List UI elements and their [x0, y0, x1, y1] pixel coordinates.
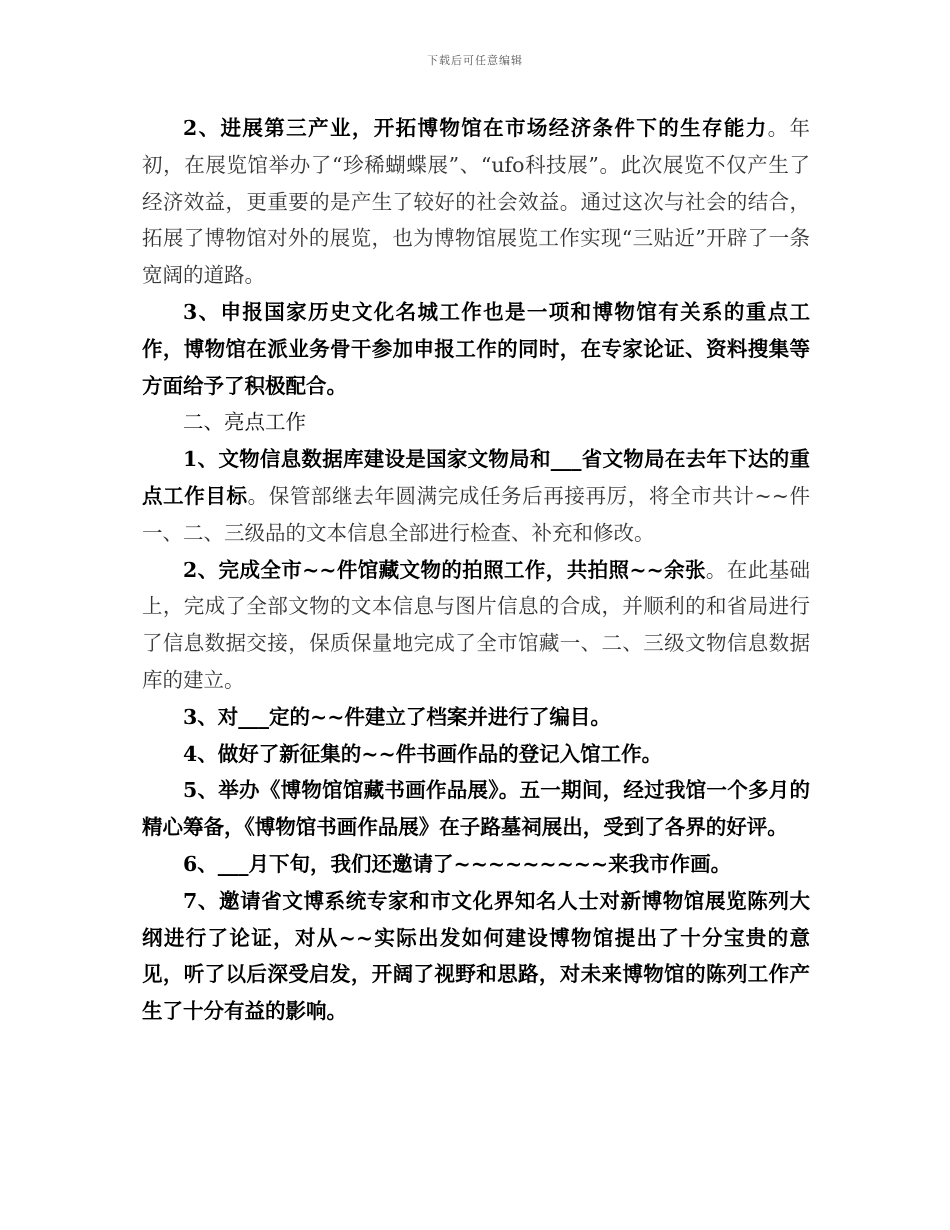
list-item — [142, 736, 810, 773]
list-item — [142, 441, 810, 551]
list-item — [142, 552, 810, 699]
paragraph-bold-text: 3、申报国家历史文化名城工作也是一项和博物馆有关系的重点工作，博物馆在派业务骨干参加申报工作的同时，在专家论证、资料搜集等方面给予了积极配合。 — [142, 299, 810, 398]
list-item — [142, 699, 810, 736]
list-item — [142, 772, 810, 846]
item-bold-text: 6、___月下旬，我们还邀请了~~~~~~~~~来我市作画。 — [183, 851, 732, 876]
paragraph — [142, 110, 810, 294]
paragraph-text: 。年初，在展览馆举办了“珍稀蝴蝶展”、“ufo科技展”。此次展览不仅产生了经济效益，更重要的是产生了较好的社会效益。通过这次与社会的结合，拓展了博物馆对外的展览，也为博物馆展览工作实现“三贴近”开辟了一条宽阔的道路。 — [142, 116, 811, 288]
document-body — [142, 110, 810, 1030]
section-heading: 二、亮点工作 — [183, 410, 306, 435]
page-header: 下载后可任意编辑 — [427, 54, 523, 67]
item-bold-text: 1、文物信息数据库建设是国家文物局和___省文物局在去年下达的重点工作目标 — [142, 447, 810, 508]
item-bold-text: 5、举办《博物馆馆藏书画作品展》。五一期间，经过我馆一个多月的精心筹备，《博物馆书画作品展》在子路墓祠展出，受到了各界的好评。 — [142, 778, 810, 840]
item-bold-text: 4、做好了新征集的~~件书画作品的登记入馆工作。 — [183, 741, 663, 766]
item-text: 。保管部继去年圆满完成任务后再接再厉，将全市共计~~件一、二、三级品的文本信息全部进行检查、补充和修改。 — [142, 483, 810, 545]
paragraph-bold-text: 2、进展第三产业，开拓博物馆在市场经济条件下的生存能力 — [183, 116, 768, 140]
list-item — [142, 883, 810, 1030]
item-bold-text: 7、邀请省文博系统专家和市文化界知名人士对新博物馆展览陈列大纲进行了论证，对从~~实际出发如何建设博物馆提出了十分宝贵的意见，听了以后深受启发，开阔了视野和思路，对未来博物馆的陈列工作产生了十分有益的影响。 — [142, 888, 810, 1024]
item-bold-text: 3、对___定的~~件建立了档案并进行了编目。 — [183, 704, 611, 729]
item-bold-text: 2、完成全市~~件馆藏文物的拍照工作，共拍照~~余张 — [183, 557, 706, 582]
item-text: 。在此基础上，完成了全部文物的文本信息与图片信息的合成，并顺利的和省局进行了信息数据交接，保质保量地完成了全市馆藏一、二、三级文物信息数据库的建立。 — [142, 557, 810, 692]
list-item — [142, 846, 810, 883]
paragraph — [142, 294, 810, 404]
